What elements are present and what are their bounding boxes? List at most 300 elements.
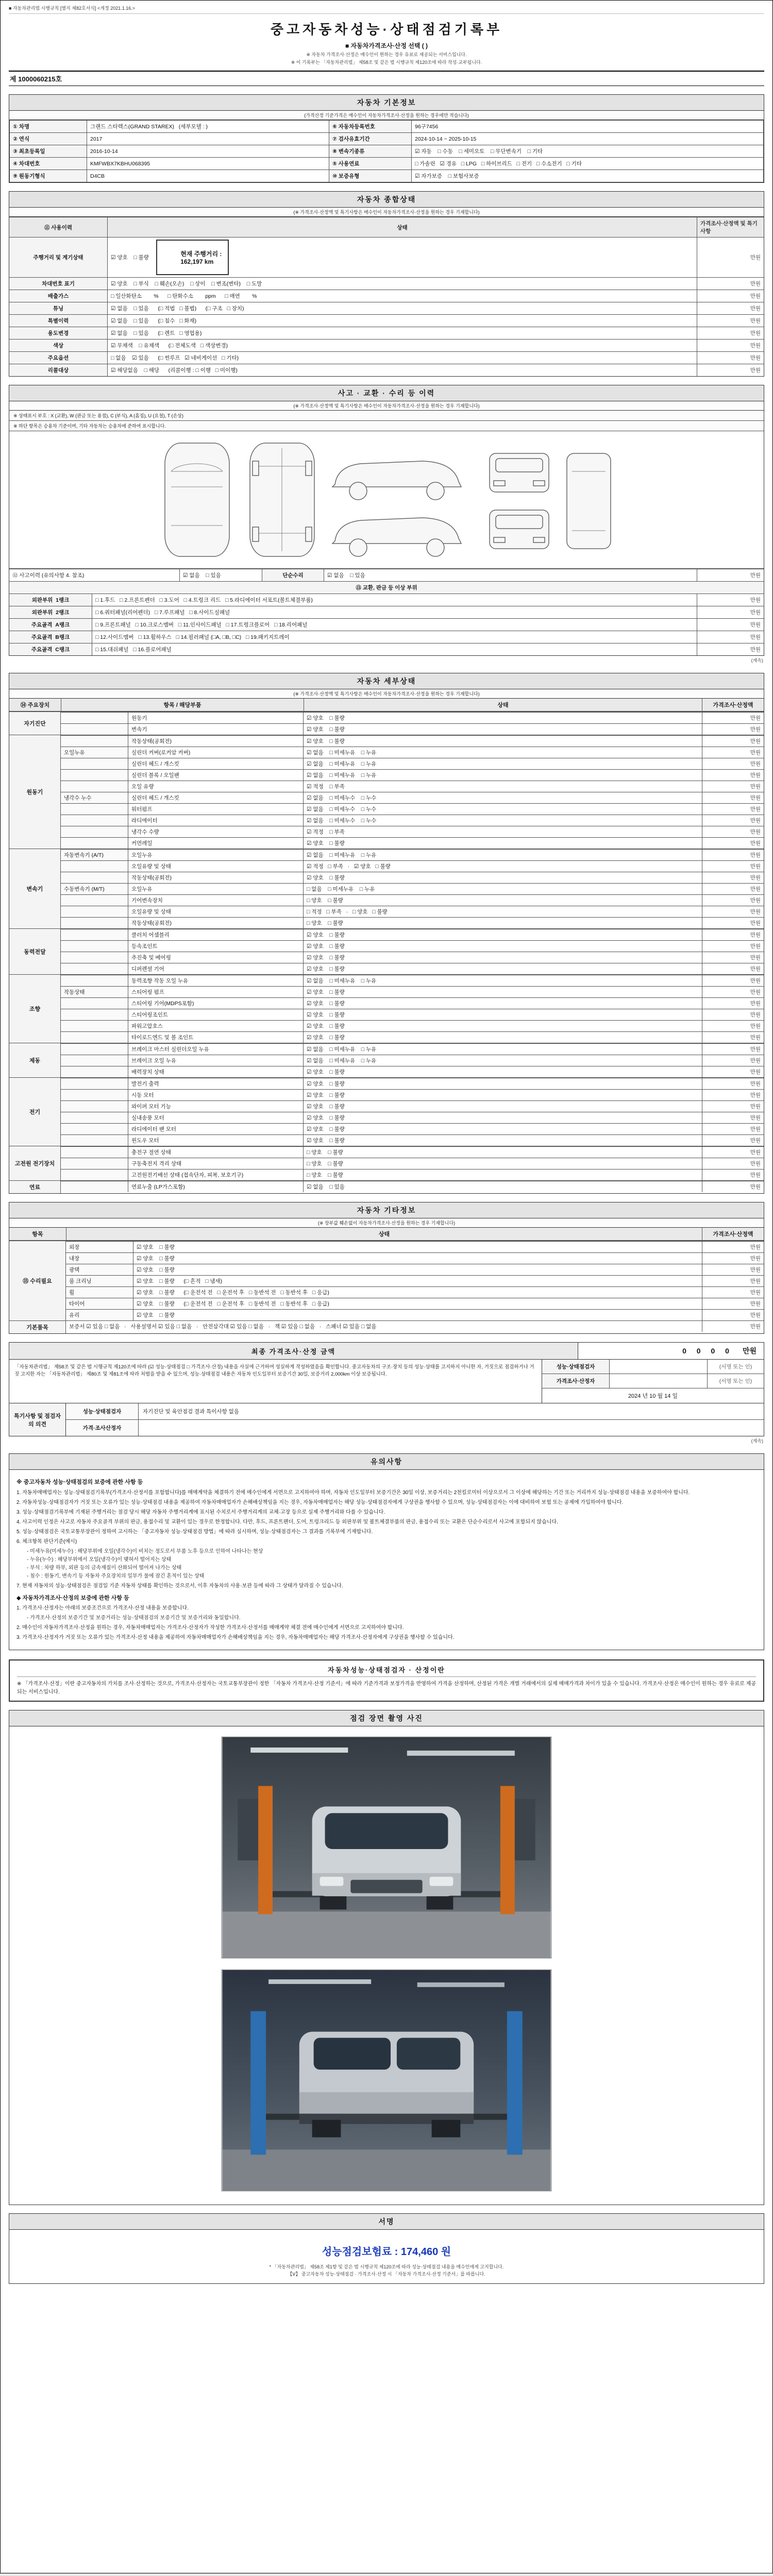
state-checkboxes[interactable]: ☑ 없음 □ 미세누유 □ 누유 <box>303 1044 702 1055</box>
state-checkboxes[interactable]: ☑ 양호 □ 불량 <box>303 838 702 849</box>
document-header <box>9 14 764 66</box>
section-etc-info <box>9 1202 764 1334</box>
row-label: 주행거리 및 계기상태 <box>9 238 107 277</box>
detail-row <box>61 1055 764 1066</box>
exchange-header-row <box>9 581 764 594</box>
state-checkboxes[interactable]: ☑ 양호 □ 불량 <box>303 1032 702 1043</box>
state-checkboxes[interactable]: ☑ 양호 □ 불량 <box>303 1101 702 1112</box>
notice-line: - 미세누유(미세누수) : 해당부위에 오일(냉각수)이 비치는 정도로서 부품 노후 등으로 인하여 나타나는 현상 <box>27 1548 263 1554</box>
state-checkboxes[interactable]: ☑ 양호 □ 불량 <box>133 1253 702 1264</box>
overall-row <box>9 314 764 327</box>
signer-table <box>542 1360 764 1403</box>
device-group-rows <box>61 735 764 849</box>
section-signature <box>9 2213 764 2284</box>
item-label: 커먼레일 <box>128 838 303 849</box>
state-checkboxes[interactable]: ☑ 양호 □ 불량 <box>303 987 702 997</box>
basic-items-checkboxes[interactable]: 보증서 ☑ 있음 □ 없음 · 사용설명서 ☑ 있음 □ 없음 · 안전삼각대 ☑ 있음 □ 없음 · 잭 ☑ 있음 □ 없음 · 스패너 ☑ 있음 □ 없음 <box>69 1324 377 1330</box>
state-checkboxes[interactable]: ☑ 양호 □ 불량 <box>303 1009 702 1020</box>
price-cell: 만원 <box>702 1090 764 1100</box>
notice-line: 6. 체크항목 판단기준(예시) <box>16 1538 77 1545</box>
rank-part-checkboxes[interactable]: □ 15.대쉬패널 □ 16.플로어패널 <box>92 643 697 655</box>
state-checkboxes[interactable]: ☑ 양호 □ 불량 (□ 운전석 전 □ 운전석 후 □ 동반석 전 □ 동반석 후 □ 응급) <box>133 1298 702 1309</box>
subgroup-label <box>61 929 128 940</box>
price-cell: 만원 <box>702 792 764 803</box>
footer-notes <box>9 2263 764 2283</box>
device-group-high-voltage <box>9 1146 764 1180</box>
state-checkboxes[interactable]: □ 일산화탄소 % □ 탄화수소 ppm □ 매연 % <box>107 290 697 302</box>
repair-row <box>66 1241 764 1252</box>
state-checkboxes[interactable]: □ 양호 □ 불량 <box>303 1170 702 1180</box>
subgroup-label: 수동변속기 (M/T) <box>61 884 128 894</box>
rank-row <box>9 606 764 618</box>
state-checkboxes[interactable]: □ 적정 □ 부족 · □ 양호 □ 불량 <box>303 906 702 917</box>
row-label: 차대번호 표기 <box>9 278 107 290</box>
state-checkboxes[interactable]: ☑ 양호 □ 불량 <box>303 998 702 1009</box>
etc-header-row <box>9 1228 764 1241</box>
detail-row <box>61 997 764 1009</box>
detail-row <box>61 940 764 952</box>
item-label: 연료누출 (LP가스포함) <box>128 1181 303 1192</box>
state-checkboxes[interactable]: ☑ 적정 □ 부족 · ☑ 양호 □ 불량 <box>303 861 702 872</box>
state-checkboxes[interactable]: ☑ 양호 □ 불량 (□ 운전석 전 □ 운전석 후 □ 동반석 전 □ 동반석 후 □ 응급) <box>133 1287 702 1298</box>
detail-row <box>61 849 764 860</box>
state-checkboxes[interactable]: ☑ 없음 □ 미세누수 □ 누수 <box>303 792 702 803</box>
price-cell: 만원 <box>702 963 764 974</box>
field-label: ⑦ 검사유효기간 <box>329 133 412 145</box>
remarks-label: 특기사항 및 점검자의 의견 <box>9 1403 66 1436</box>
column-header: 항목 / 해당부품 <box>61 699 304 711</box>
section-accident-history <box>9 385 764 656</box>
state-checkboxes[interactable]: ☑ 양호 □ 불량 <box>303 1090 702 1100</box>
notice-line: - 침수 : 원동기, 변속기 등 자동차 주요장치의 일부가 물에 잠긴 흔적이 있는 상태 <box>27 1573 205 1579</box>
detail-row <box>61 929 764 940</box>
column-header: ⑪ 사용이력 <box>9 217 107 237</box>
state-checkboxes[interactable]: ☑ 양호 □ 불량 <box>303 963 702 974</box>
item-label: 오일누유 <box>128 884 303 894</box>
state-checkboxes[interactable]: ☑ 없음 □ 미세누수 □ 누수 <box>303 804 702 815</box>
item-label: 고전원전기배선 상태 (접속단자, 피복, 보호기구) <box>128 1170 303 1180</box>
detail-row <box>61 837 764 849</box>
price-cell: 만원 <box>697 594 764 606</box>
notice-line: 4. 사고이력 인정은 사고로 자동차 주요골격 부위의 판금, 용접수리 및 교환이 있는 경우로 한정합니다. 다만, 후드, 프론트펜더, 도어, 트렁크리드 등 외판부위 및 볼트체결부품의 판금, 용접수리 또는 교환은 단순수리로서 사고에 포함되지 않습니다. <box>16 1519 558 1525</box>
item-label: 오일누유 <box>128 850 303 860</box>
state-checkboxes[interactable]: ☑ 없음 □ 미세누유 □ 누유 <box>303 747 702 758</box>
item-label: 냉각수 수량 <box>128 826 303 837</box>
basic-items-label: 기본품목 <box>9 1321 66 1333</box>
device-group-rows <box>61 712 764 735</box>
subgroup-label <box>61 1044 128 1055</box>
rank-part-checkboxes[interactable]: □ 6.쿼터패널(리어펜더) □ 7.루프패널 □ 8.사이드실패널 <box>92 606 697 618</box>
basic-items-content-row <box>66 1321 764 1332</box>
remarks-text-field[interactable]: 자기진단 및 육안점검 결과 특이사항 없음 <box>138 1403 764 1419</box>
price-cell: 만원 <box>697 290 764 302</box>
overall-header-row <box>9 217 764 237</box>
field-label: ⑩ 보증유형 <box>329 170 412 182</box>
row-label: 배출가스 <box>9 290 107 302</box>
repair-row <box>66 1252 764 1264</box>
subgroup-label <box>61 1181 128 1192</box>
photo-stack <box>9 1726 764 2205</box>
detail-row <box>61 792 764 803</box>
subgroup-label <box>61 1170 128 1180</box>
item-label: 변속기 <box>128 724 303 735</box>
state-checkboxes[interactable]: ☑ 무채색 □ 유채색 (□ 전체도색 □ 색상변경) <box>107 340 697 351</box>
detail-row <box>61 1181 764 1192</box>
state-checkboxes[interactable]: ☑ 적정 □ 부족 <box>303 781 702 792</box>
item-label: 실내송풍 모터 <box>128 1112 303 1123</box>
state-checkboxes[interactable]: ☑ 양호 □ 불량 (□ 흔적 □ 냄새) <box>133 1276 702 1286</box>
repair-row <box>66 1309 764 1320</box>
price-cell: 만원 <box>702 987 764 997</box>
signer-name-field[interactable] <box>609 1360 707 1374</box>
device-group-label: 동력전달 <box>9 929 61 974</box>
price-appraisal-select-line[interactable]: ■ 자동차가격조사·산정 선택 ( ) <box>345 42 428 49</box>
state-checkboxes[interactable]: ☑ 적정 □ 부족 <box>303 826 702 837</box>
item-label: 워터펌프 <box>128 804 303 815</box>
final-price-bar <box>9 1342 764 1360</box>
rank-row <box>9 594 764 606</box>
overall-row <box>9 364 764 376</box>
signer-row <box>542 1360 764 1374</box>
item-label: 스티어링조인트 <box>128 1009 303 1020</box>
transmission-checkboxes[interactable]: ☑ 자동 □ 수동 □ 세미오토 □ 무단변속기 □ 기타 <box>412 145 764 158</box>
field-label: ⑥ 자동차등록번호 <box>329 121 412 133</box>
repair-item-label: 유리 <box>66 1310 133 1320</box>
item-label: 추진축 및 베어링 <box>128 952 303 963</box>
subgroup-label <box>61 1032 128 1043</box>
detail-row <box>61 1146 764 1158</box>
detail-row <box>61 1112 764 1123</box>
subgroup-label <box>61 1009 128 1020</box>
rank-part-checkboxes[interactable]: □ 1.후드 □ 2.프론트펜더 □ 3.도어 □ 4.트렁크 리드 □ 5.라디에이터 서포트(볼트체결부품) <box>92 594 697 606</box>
signer-name-field[interactable] <box>609 1374 707 1388</box>
price-cell: 만원 <box>702 804 764 815</box>
state-checkboxes[interactable]: ☑ 양호 □ 불량 <box>303 1021 702 1031</box>
state-checkboxes[interactable]: □ 없음 □ 미세누유 □ 누유 <box>303 884 702 894</box>
price-cell: 만원 <box>702 1101 764 1112</box>
price-cell: 만원 <box>702 1264 764 1275</box>
current-mileage-box <box>156 240 229 275</box>
section-photos <box>9 1710 764 2205</box>
notice-line: 1. 자동차매매업자는 성능·상태점검기록부(가격조사·산정서를 포함합니다)를 매매계약을 체결하기 전에 매수인에게 서면으로 고지하여야 하며, 자동차 인도일부터 보증기간은 30일 이상, 보증거리는 2천킬로미터 이상으로서 그 이상에 해당하는 기간 또는 거리까지 성능·상태점검 내용을 보증하여야 합니다. <box>16 1489 690 1496</box>
overall-title: 자동차 종합상태 <box>9 192 764 208</box>
subgroup-label <box>61 781 128 792</box>
table-row <box>10 158 764 170</box>
state-checkboxes[interactable]: ☑ 없음 □ 있음 (□ 침수 □ 화재) <box>107 315 697 327</box>
rank-label: 외판부위 1랭크 <box>9 594 92 606</box>
notice-line: - 가격조사·산정의 보증기간 및 보증거리는 성능·상태점검의 보증기간 및 보증거리와 동일합니다. <box>27 1615 241 1621</box>
subgroup-label <box>61 1078 128 1089</box>
price-cell: 만원 <box>702 1021 764 1031</box>
price-cell: 만원 <box>702 736 764 747</box>
item-label: 동력조향 작동 오일 누유 <box>128 975 303 986</box>
repair-item-label: 휠 <box>66 1287 133 1298</box>
item-label: 기어변속장치 <box>128 895 303 906</box>
exchange-label: ⑬ 교환, 판금 등 이상 부위 <box>9 582 764 594</box>
detail-row <box>61 1031 764 1043</box>
notice-line: 2. 자동차성능·상태점검자가 거짓 또는 오류가 있는 성능·상태점검 내용을 제공하여 자동차매매업자가 손해배상책임을 지는 경우, 자동차매매업자는 해당 성능·상태점검자에게 구상권을 행사할 수 있으며, 성능·상태점검자는 이에 대비하여 보험 또는 공제에 가입하여야 합니다. <box>16 1499 624 1505</box>
section-detailed-condition <box>9 673 764 1194</box>
state-checkboxes[interactable]: ☑ 양호 □ 불량 <box>303 941 702 952</box>
detail-row <box>61 883 764 894</box>
detail-row <box>61 894 764 906</box>
item-label: 스티어링 기어(MDPS포함) <box>128 998 303 1009</box>
device-group-powertrain <box>9 928 764 974</box>
price-cell: 만원 <box>702 1112 764 1123</box>
price-cell: 만원 <box>697 631 764 643</box>
basic-info-note: (가격산정 기준가격은 매수인이 자동차가격조사·산정을 원하는 경우에만 적습니다) <box>9 111 764 120</box>
definition-title: 자동차성능·상태점검자 · 산정이란 <box>17 1665 756 1677</box>
state-checkboxes[interactable]: □ 양호 □ 불량 <box>303 1147 702 1158</box>
item-label: 오일 유량 <box>128 781 303 792</box>
detail-row <box>61 1043 764 1055</box>
item-label: 배력장치 상태 <box>128 1066 303 1077</box>
price-cell: 만원 <box>702 747 764 758</box>
item-label: 작동상태(공회전) <box>128 872 303 883</box>
subgroup-label: 냉각수 누수 <box>61 792 128 803</box>
item-label: 작동상태(공회전) <box>128 918 303 928</box>
mileage-state-checkboxes[interactable]: ☑ 양호 □ 불량 <box>111 255 149 261</box>
repair-needed-group <box>9 1241 764 1320</box>
accident-title: 사고 · 교환 · 수리 등 이력 <box>9 385 764 401</box>
subgroup-label <box>61 1124 128 1134</box>
state-checkboxes[interactable]: ☑ 양호 □ 불량 <box>303 1124 702 1134</box>
subgroup-label <box>61 941 128 952</box>
detail-row <box>61 1100 764 1112</box>
damage-code-legend: ※ 상태표시 부호 : X (교환), W (판금 또는 용접), C (부식), A (흠집), U (요철), T (손상) <box>9 411 764 421</box>
price-cell: 만원 <box>702 1044 764 1055</box>
rank-label: 외판부위 2랭크 <box>9 606 92 618</box>
subgroup-label <box>61 1055 128 1066</box>
accident-history-checkboxes[interactable]: ☑ 없음 □ 있음 <box>179 569 262 581</box>
price-cell: 만원 <box>702 1181 764 1192</box>
final-price-amount: 0 0 0 0 <box>682 1347 733 1355</box>
signature-placeholder[interactable]: (서명 또는 인) <box>707 1374 764 1388</box>
state-checkboxes[interactable]: ☑ 양호 □ 불량 <box>133 1264 702 1275</box>
detail-note: (※ 가격조사·산정액 및 특기사항은 매수인이 자동차가격조사·산정을 원하는 경우 기재합니다) <box>9 689 764 699</box>
final-price-value <box>578 1343 764 1359</box>
detail-row <box>61 747 764 758</box>
car-diagram-area <box>9 431 764 569</box>
state-checkboxes[interactable]: ☑ 양호 □ 불량 <box>303 724 702 735</box>
state-checkboxes[interactable]: ☑ 양호 □ 불량 <box>303 713 702 723</box>
device-group-rows <box>61 1146 764 1180</box>
mileage-state-cell[interactable] <box>107 238 697 277</box>
current-mileage-label: 현재 주행거리 : <box>180 250 222 258</box>
repair-row <box>66 1298 764 1309</box>
price-cell: 만원 <box>702 1078 764 1089</box>
price-cell: 만원 <box>702 895 764 906</box>
remarks-role: 가격·조사산정자 <box>66 1420 138 1436</box>
state-checkboxes[interactable]: ☑ 양호 □ 불량 <box>303 1078 702 1089</box>
state-checkboxes[interactable]: ☑ 양호 □ 불량 <box>133 1310 702 1320</box>
item-label: 라디에이터 팬 모터 <box>128 1124 303 1134</box>
rank-label: 주요골격 C랭크 <box>9 643 92 655</box>
definition-body: ※ 「가격조사·산정」이란 중고자동차의 가치를 조사·산정하는 것으로, 가격조사·산정자는 국토교통부장관이 정한 「자동차 가격조사·산정 기준서」에 따라 기준가격과 보정가격을 반영하여 가격을 산정하며, 산정된 가격은 개별 거래에서의 실제 매매가격과 차이가 있을 수 있습니다. 가격조사·산정은 매수인이 원하는 경우 유료로 제공되는 서비스입니다. <box>17 1681 756 1695</box>
rank-row <box>9 643 764 655</box>
etc-title: 자동차 기타정보 <box>9 1202 764 1218</box>
inspection-period-value: 2024-10-14 ~ 2025-10-15 <box>412 133 764 145</box>
row-label: 리콜대상 <box>9 364 107 376</box>
signer-row <box>542 1374 764 1388</box>
detail-row <box>61 1123 764 1134</box>
price-cell: 만원 <box>702 1242 764 1252</box>
item-label: 실린더 헤드 / 개스킷 <box>128 758 303 769</box>
subgroup-label <box>61 895 128 906</box>
item-label: 디퍼렌셜 기어 <box>128 963 303 974</box>
price-cell: 만원 <box>697 327 764 339</box>
state-checkboxes[interactable]: ☑ 양호 □ 불량 <box>303 872 702 883</box>
state-checkboxes[interactable]: □ 양호 □ 불량 <box>303 918 702 928</box>
state-checkboxes[interactable]: □ 양호 □ 불량 <box>303 1158 702 1169</box>
column-header: 상태 <box>66 1228 702 1240</box>
state-checkboxes[interactable]: ☑ 양호 □ 불량 <box>303 1066 702 1077</box>
insurance-fee-value: 174,460 원 <box>400 2246 451 2258</box>
state-checkboxes[interactable]: ☑ 양호 □ 불량 <box>303 736 702 747</box>
definition-box <box>9 1659 764 1702</box>
detail-row <box>61 1066 764 1077</box>
price-cell: 만원 <box>702 1287 764 1298</box>
state-checkboxes[interactable]: ☑ 없음 □ 미세누유 □ 누유 <box>303 758 702 769</box>
simple-repair-label: 단순수리 <box>262 569 324 581</box>
item-label: 실린더 커버(로커암 커버) <box>128 747 303 758</box>
column-header: 가격조사·산정액 <box>702 699 764 711</box>
document-number: 제 1000060215호 <box>9 71 764 86</box>
simple-repair-checkboxes[interactable]: ☑ 없음 □ 있음 <box>324 569 697 581</box>
detail-row <box>61 781 764 792</box>
document-title: 중고자동차성능·상태점검기록부 <box>270 22 503 37</box>
field-label: ⑧ 변속기종류 <box>329 145 412 158</box>
device-group-self-diagnosis <box>9 711 764 735</box>
field-label: ① 차명 <box>10 121 87 133</box>
state-checkboxes[interactable]: ☑ 양호 □ 불량 <box>303 1135 702 1146</box>
diagram-legend-note: ※ 하단 항목은 승용차 기준이며, 기타 자동차는 승용차에 준하여 표시합니다. <box>9 421 764 431</box>
item-label: 타이로드엔드 및 볼 조인트 <box>128 1032 303 1043</box>
price-cell: 만원 <box>702 952 764 963</box>
price-cell: 만원 <box>702 713 764 723</box>
state-checkboxes[interactable]: ☑ 없음 □ 미세누유 □ 누유 <box>303 770 702 781</box>
item-label: 스티어링 펌프 <box>128 987 303 997</box>
subgroup-label <box>61 1112 128 1123</box>
subgroup-label <box>61 815 128 826</box>
price-cell: 만원 <box>697 352 764 364</box>
item-label: 브레이크 마스터 실린더오일 누유 <box>128 1044 303 1055</box>
price-cell: 만원 <box>702 724 764 735</box>
state-checkboxes[interactable]: ☑ 양호 □ 불량 <box>133 1242 702 1252</box>
subgroup-label <box>61 838 128 849</box>
device-group-rows <box>61 1043 764 1077</box>
state-checkboxes[interactable]: ☑ 없음 □ 있음 (□ 적법 □ 불법) (□ 구조 □ 장치) <box>107 302 697 314</box>
continue-marker: (계속) <box>751 1438 763 1444</box>
field-label: ④ 차대번호 <box>10 158 87 170</box>
state-checkboxes[interactable]: ☑ 없음 □ 미세누유 □ 누유 <box>303 1055 702 1066</box>
signer-role: 성능·상태점검자 <box>542 1360 609 1374</box>
section-basic-info <box>9 94 764 183</box>
item-label: 와이퍼 모터 기능 <box>128 1101 303 1112</box>
state-checkboxes[interactable]: ☑ 양호 □ 부식 □ 훼손(오손) □ 상이 □ 변조(변타) □ 도말 <box>107 278 697 290</box>
detail-row <box>61 1169 764 1180</box>
device-group-rows <box>61 929 764 974</box>
device-group-steering <box>9 974 764 1043</box>
notices-body <box>9 1470 764 1650</box>
state-checkboxes[interactable]: □ 없음 ☑ 있음 (□ 썬루프 ☑ 네비게이션 □ 기타) <box>107 352 697 364</box>
state-checkboxes[interactable]: ☑ 해당없음 □ 해당 (리콜이행 : □ 이행 □ 미이행) <box>107 364 697 376</box>
item-label: 브레이크 오일 누유 <box>128 1055 303 1066</box>
continue-marker: (계속) <box>751 658 763 663</box>
overall-row <box>9 290 764 302</box>
warranty-type-checkboxes[interactable]: ☑ 자가보증 □ 보험사보증 <box>412 170 764 182</box>
footer-note-2: 【Ⅴ】 중고자동차 성능·상태점검 · 가격조사·산정 시 「자동차 가격조사·산정 기준서」를 따릅니다. <box>288 2272 485 2277</box>
subgroup-label <box>61 724 128 735</box>
subgroup-label <box>61 1147 128 1158</box>
price-cell: 만원 <box>702 1055 764 1066</box>
item-label: 오일유량 및 상태 <box>128 861 303 872</box>
rank-part-checkboxes[interactable]: □ 9.프론트패널 □ 10.크로스멤버 □ 11.인사이드패널 □ 17.트렁크플로어 □ 18.리어패널 <box>92 619 697 631</box>
remarks-text-field[interactable] <box>138 1420 764 1436</box>
field-label: ⑤ 사용연료 <box>329 158 412 170</box>
price-cell: 만원 <box>697 238 764 277</box>
accident-note: (※ 가격조사·산정액 및 특기사항은 매수인이 자동차가격조사·산정을 원하는 경우 기재합니다) <box>9 401 764 411</box>
state-checkboxes[interactable]: ☑ 양호 □ 불량 <box>303 1112 702 1123</box>
column-header: 상태 <box>304 699 702 711</box>
device-group-label: 원동기 <box>9 735 61 849</box>
state-checkboxes[interactable]: ☑ 없음 □ 미세누유 □ 누유 <box>303 975 702 986</box>
price-cell: 만원 <box>702 1253 764 1264</box>
subgroup-label: 작동상태 <box>61 987 128 997</box>
detail-row <box>61 860 764 872</box>
fuel-checkboxes[interactable]: □ 가솔린 ☑ 경유 □ LPG □ 하이브리드 □ 전기 □ 수소전기 □ 기타 <box>412 158 764 170</box>
item-label: 오일유량 및 상태 <box>128 906 303 917</box>
state-checkboxes[interactable]: □ 양호 □ 불량 <box>303 895 702 906</box>
state-checkboxes[interactable]: ☑ 없음 □ 미세누수 □ 누수 <box>303 815 702 826</box>
repair-item-label: 광택 <box>66 1264 133 1275</box>
detail-row <box>61 1089 764 1100</box>
device-group-label: 변속기 <box>9 849 61 928</box>
vehicle-name-value: 그랜드 스타렉스(GRAND STAREX) (세부모델 : ) <box>87 121 329 133</box>
basic-items-row <box>9 1320 764 1333</box>
price-cell: 만원 <box>702 781 764 792</box>
item-label: 파워고압호스 <box>128 1021 303 1031</box>
repair-item-label: 내장 <box>66 1253 133 1264</box>
signature-placeholder[interactable]: (서명 또는 인) <box>707 1360 764 1374</box>
subgroup-label <box>61 1090 128 1100</box>
device-group-rows <box>61 975 764 1043</box>
row-label: 튜닝 <box>9 302 107 314</box>
detail-row <box>61 769 764 781</box>
state-checkboxes[interactable]: ☑ 양호 □ 불량 <box>303 929 702 940</box>
detail-row <box>61 735 764 747</box>
state-checkboxes[interactable]: ☑ 없음 □ 미세누유 □ 누유 <box>303 850 702 860</box>
insurance-fee-line <box>9 2230 764 2263</box>
state-checkboxes[interactable]: ☑ 없음 □ 있음 (□ 렌트 □ 영업용) <box>107 327 697 339</box>
price-cell: 만원 <box>697 643 764 655</box>
rank-part-checkboxes[interactable]: □ 12.사이드멤버 □ 13.휠하우스 □ 14.필러패널 (□A, □B, □C) □ 19.패키지트레이 <box>92 631 697 643</box>
confirmation-date: 2024 년 10 월 14 일 <box>542 1388 764 1403</box>
remarks-block <box>9 1403 764 1436</box>
current-mileage-value: 162,197 km <box>180 258 214 265</box>
notice-line: ※ 중고자동차 성능·상태점검의 보증에 관한 사항 등 <box>16 1479 143 1485</box>
notice-line: 2. 매수인이 자동차가격조사·산정을 원하는 경우, 자동차매매업자는 가격조사·산정자가 작성한 가격조사·산정서를 매매계약 체결 전에 매수인에게 서면으로 고지하여야 합니다. <box>16 1625 404 1631</box>
final-price-label: 최종 가격조사·산정 금액 <box>9 1343 578 1359</box>
subgroup-label <box>61 804 128 815</box>
state-checkboxes[interactable]: ☑ 없음 □ 있음 <box>303 1181 702 1192</box>
detail-row <box>61 906 764 917</box>
repair-row <box>66 1275 764 1286</box>
detail-row <box>61 917 764 928</box>
price-cell: 만원 <box>702 1158 764 1169</box>
price-cell: 만원 <box>702 1298 764 1309</box>
state-checkboxes[interactable]: ☑ 양호 □ 불량 <box>303 952 702 963</box>
